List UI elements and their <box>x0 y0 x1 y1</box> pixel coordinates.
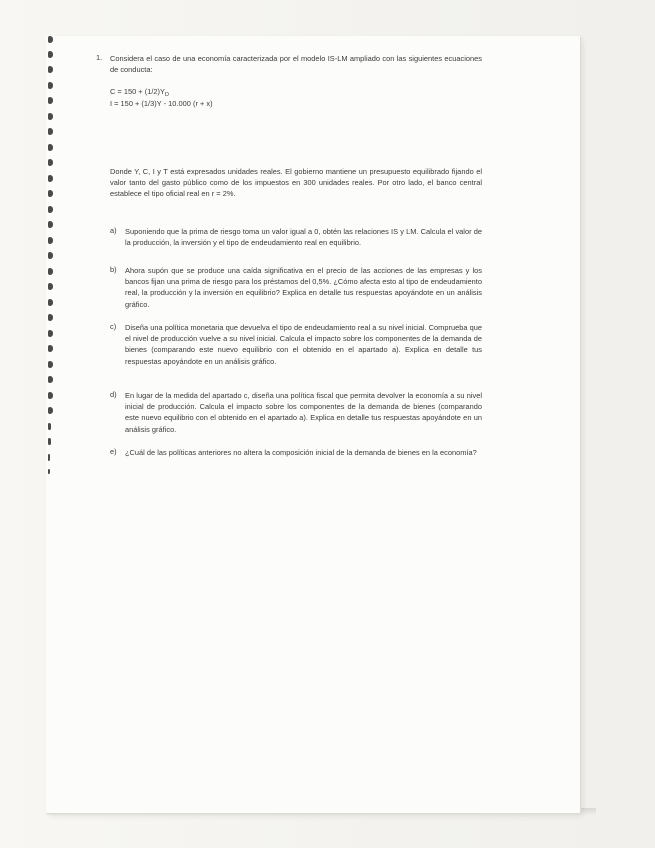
item-d-text: En lugar de la medida del apartado c, diseña una política fiscal que permita devolver la economía a su nivel inicial de producción. Calcula el impacto sobre los componentes de la demanda de bienes (comparando este nuevo equilibrio con el obtenido en el apartado a). Explica en detalle tus respuestas apoyándote en un análisis gráfico. <box>125 391 482 434</box>
item-e-label: e) <box>110 447 117 456</box>
question-context: Donde Y, C, I y T está expresados unidades reales. El gobierno mantiene un presupuesto equilibrado fijando el valor tanto del gasto público como de los impuestos en 300 unidades reales. Por otro lado, el banco central establece el tipo oficial real en r = 2%. <box>110 167 482 199</box>
item-a-label: a) <box>110 226 117 235</box>
spiral-binding <box>46 30 58 550</box>
equation-investment: I = 150 + (1/3)Y - 10.000 (r + x) <box>110 99 213 108</box>
item-e-text: ¿Cuál de las políticas anteriores no altera la composición inicial de la demanda de bienes en la economía? <box>125 448 477 457</box>
equation-consumption-subscript: D <box>164 91 169 98</box>
item-b-label: b) <box>110 265 117 274</box>
item-a-text: Suponiendo que la prima de riesgo toma un valor igual a 0, obtén las relaciones IS y LM. Calcula el valor de la producción, la inversión y el tipo de endeudamiento real en equilibrio. <box>125 227 482 248</box>
item-c-label: c) <box>110 322 117 331</box>
item-c-text: Diseña una política monetaria que devuelva el tipo de endeudamiento real a su nivel inicial. Comprueba que el nivel de producción vuelve a su nivel inicial. Calcula el impacto sobre los componentes de la demanda de bienes (comparando este nuevo equilibrio con el obtenido en el apartado a). Explica en detalle tus respuestas apoyándote en un análisis gráfico. <box>125 323 482 366</box>
equation-consumption-text: C = 150 + (1/2)Y <box>110 87 165 96</box>
item-d-label: d) <box>110 390 117 399</box>
item-b-text: Ahora supón que se produce una caída significativa en el precio de las acciones de las empresas y los bancos fijan una prima de riesgo para los préstamos del 0,5%. ¿Cómo afecta esto al tipo de endeudamiento real, la producción y la inversión en equilibrio? Explica en detalle tus respuestas apoyándote en un análisis gráfico. <box>125 266 482 309</box>
question-intro: Considera el caso de una economía caracterizada por el modelo IS-LM ampliado con las siguientes ecuaciones de conducta: <box>110 54 482 75</box>
question-number: 1. <box>96 53 103 62</box>
